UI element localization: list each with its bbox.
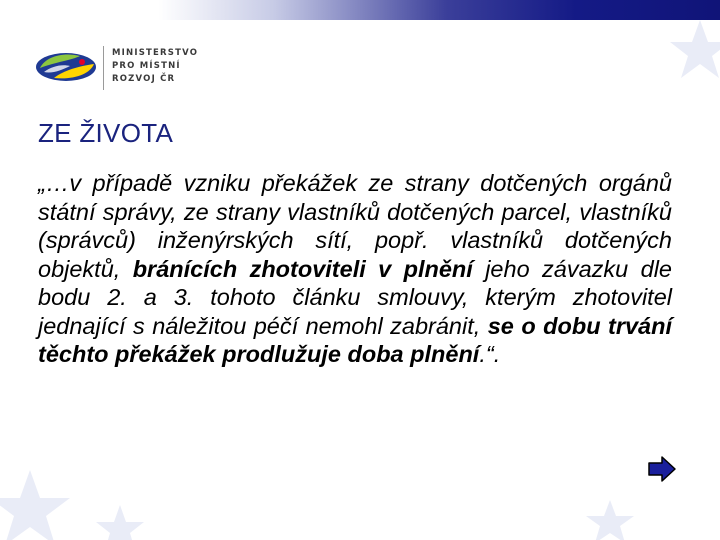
logo-divider [103,46,104,90]
quote-text-part-2: jeho závazku dle bodu 2. a 3. tohoto článku smlouvy, kterým zhotovitel jednající s náležitou péčí nemohl zabránit, [38,255,672,339]
bold-phrase-1: bránících zhotoviteli v plnění [132,255,473,282]
ministry-logo [34,44,214,92]
arrow-right-icon[interactable] [646,455,678,483]
quote-text-part-1: „…v případě vzniku překážek ze strany dotčených orgánů státní správy, ze strany vlastníků dotčených parcel, vlastníků (správců) inženýrských sítí, popř. vlastníků dotčených objektů, [38,170,672,282]
slide-body-text [38,169,672,369]
quote-text-part-3: .“. [479,341,501,367]
logo-line-1: MINISTERSTVO [112,48,199,58]
slide-title: ZE ŽIVOTA [38,118,174,148]
logo-line-3: ROZVOJ ČR [112,74,176,84]
bold-phrase-2: se o dobu trvání těchto překážek prodlužuje doba plnění [38,312,672,367]
ministry-logo-icon [34,50,98,84]
logo-line-2: PRO MÍSTNÍ [112,61,181,71]
logo-text [112,47,198,86]
